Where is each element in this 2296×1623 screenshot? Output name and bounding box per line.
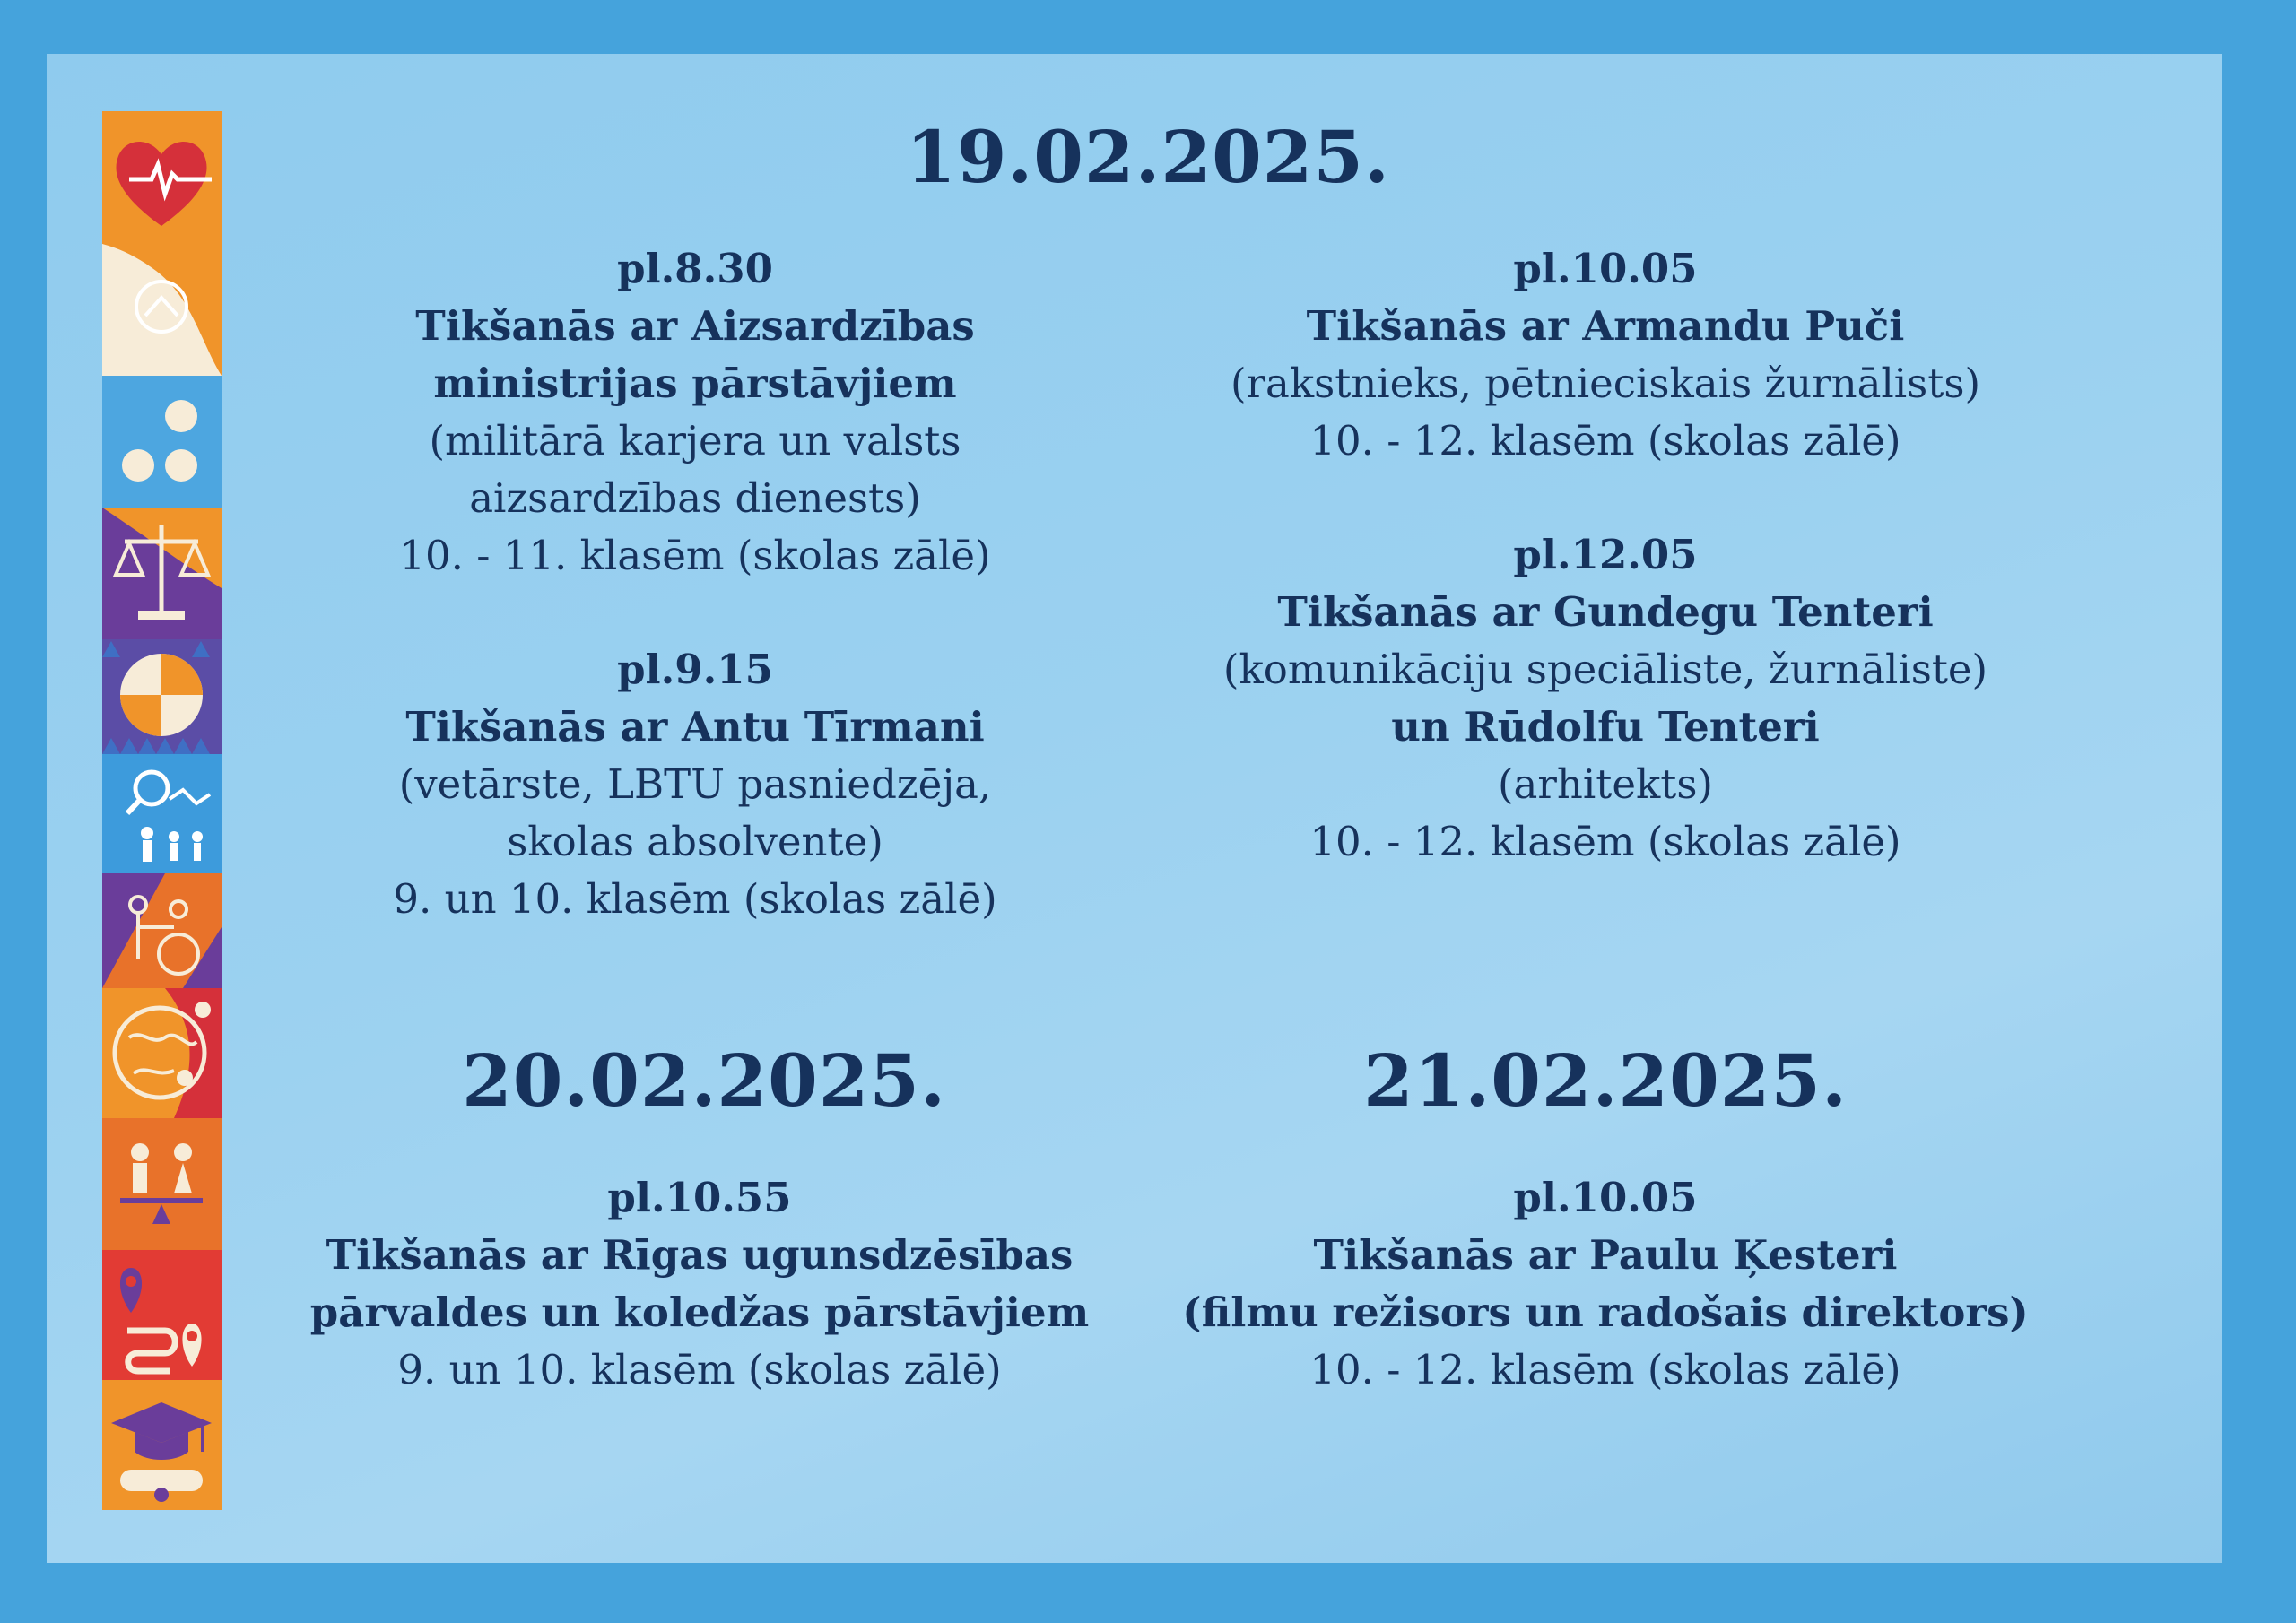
event-block	[1166, 526, 2045, 871]
event-detail: 10. - 11. klasēm (skolas zālē)	[399, 532, 991, 579]
icon-strip	[102, 111, 222, 1510]
graduation-cap-icon	[102, 1380, 222, 1510]
event-detail: 9. un 10. klasēm (skolas zālē)	[393, 875, 997, 923]
gender-balance-icon	[102, 1118, 222, 1250]
event-time: pl.12.05	[1513, 531, 1698, 578]
event-detail: (komunikāciju speciāliste, žurnāliste)	[1222, 646, 1988, 693]
wheelchair-care-icon	[102, 873, 222, 988]
event-detail: (rakstnieks, pētnieciskais žurnālists)	[1230, 360, 1981, 407]
event-block	[287, 641, 1103, 928]
event-detail: 10. - 12. klasēm (skolas zālē)	[1309, 1346, 1901, 1393]
event-title: Tikšanās ar Paulu Ķesteri	[1313, 1231, 1898, 1279]
date-heading-day1: 19.02.2025.	[906, 115, 1390, 199]
event-title: Tikšanās ar Armandu Puči	[1306, 302, 1905, 350]
event-title: Tikšanās ar Gundegu Tenteri	[1277, 588, 1934, 636]
event-detail: aizsardzības dienests)	[469, 474, 921, 522]
event-time: pl.8.30	[617, 245, 773, 292]
event-detail: 9. un 10. klasēm (skolas zālē)	[397, 1346, 1002, 1393]
event-title-second: un Rūdolfu Tenteri	[1391, 703, 1820, 751]
date-heading-day2: 20.02.2025.	[462, 1038, 946, 1123]
event-time: pl.10.55	[607, 1174, 792, 1221]
event-detail: skolas absolvente)	[507, 818, 883, 865]
event-detail: (vetārste, LBTU pasniedzēja,	[398, 760, 992, 808]
justice-scales-icon	[102, 508, 222, 639]
dots-icon	[102, 376, 222, 508]
event-time: pl.10.05	[1513, 245, 1698, 292]
globe-people-icon	[102, 988, 222, 1118]
event-detail: (militārā karjera un valsts	[429, 417, 961, 464]
heart-pulse-icon	[102, 111, 222, 244]
event-title: pārvaldes un koledžas pārstāvjiem	[309, 1289, 1090, 1336]
event-block	[269, 1169, 1130, 1399]
event-title: Tikšanās ar Antu Tīrmani	[405, 703, 985, 751]
event-detail: (arhitekts)	[1498, 760, 1713, 808]
helping-hands-icon	[102, 244, 222, 376]
event-time: pl.9.15	[617, 646, 773, 693]
puzzle-icon	[102, 639, 222, 754]
route-pins-icon	[102, 1250, 222, 1380]
date-heading-day3: 21.02.2025.	[1363, 1038, 1848, 1123]
event-title: ministrijas pārstāvjiem	[433, 360, 957, 407]
event-block	[287, 240, 1103, 585]
event-block	[1166, 240, 2045, 470]
event-detail: 10. - 12. klasēm (skolas zālē)	[1309, 818, 1901, 865]
event-block	[1166, 1169, 2045, 1399]
event-time: pl.10.05	[1513, 1174, 1698, 1221]
event-title: Tikšanās ar Aizsardzības	[415, 302, 975, 350]
search-family-icon	[102, 754, 222, 873]
event-title: Tikšanās ar Rīgas ugunsdzēsības	[326, 1231, 1074, 1279]
event-detail: 10. - 12. klasēm (skolas zālē)	[1309, 417, 1901, 464]
event-title: (filmu režisors un radošais direktors)	[1182, 1289, 2029, 1336]
